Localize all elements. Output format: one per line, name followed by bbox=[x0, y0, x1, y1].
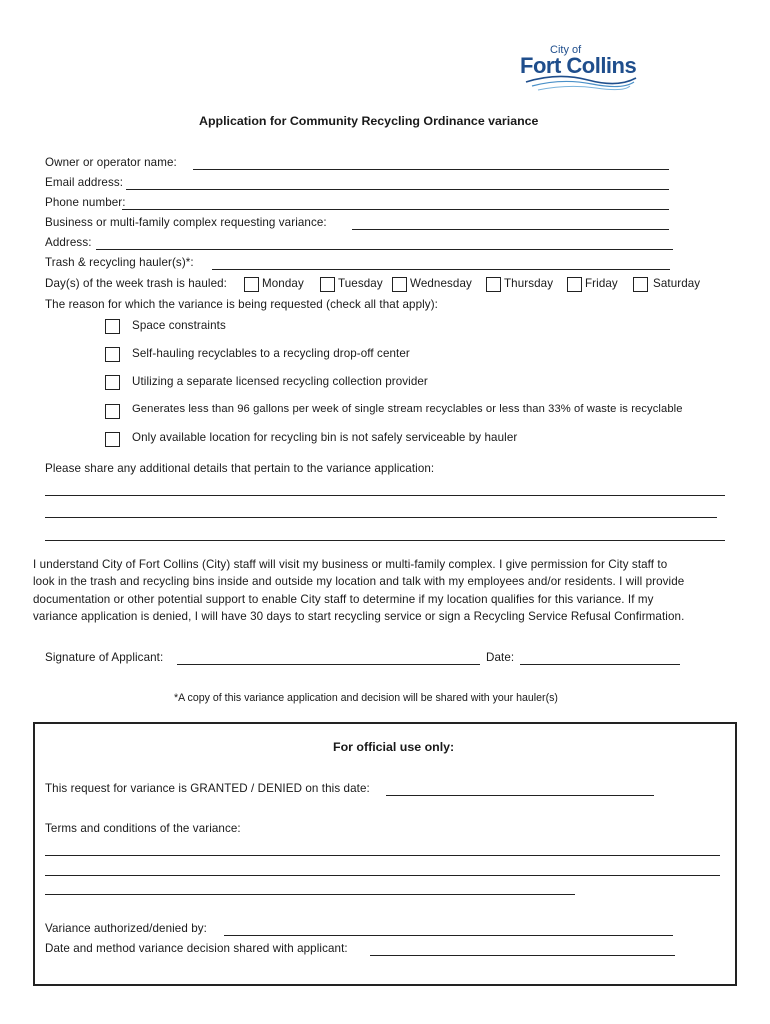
date-label: Date: bbox=[486, 651, 515, 664]
terms-line-3[interactable] bbox=[45, 894, 575, 895]
statement-line-1: I understand City of Fort Collins (City) staff will visit my business or multi-family complex. I give permission for City staff to bbox=[33, 558, 668, 571]
address-label: Address: bbox=[45, 236, 92, 249]
terms-label: Terms and conditions of the variance: bbox=[45, 822, 241, 835]
wednesday-checkbox[interactable] bbox=[392, 277, 407, 292]
terms-line-1[interactable] bbox=[45, 855, 720, 856]
thursday-checkbox[interactable] bbox=[486, 277, 501, 292]
email-label: Email address: bbox=[45, 176, 124, 189]
reason-label-space: Space constraints bbox=[132, 319, 226, 332]
saturday-label: Saturday bbox=[653, 277, 701, 290]
saturday-checkbox[interactable] bbox=[633, 277, 648, 292]
reason-checkbox-self-hauling[interactable] bbox=[105, 347, 120, 362]
monday-label: Monday bbox=[262, 277, 304, 290]
reason-label: The reason for which the variance is being requested (check all that apply): bbox=[45, 298, 438, 311]
logo-name-text: Fort Collins bbox=[520, 53, 637, 78]
city-logo bbox=[518, 42, 640, 96]
logo-wave-icon bbox=[518, 42, 640, 96]
reason-checkbox-space[interactable] bbox=[105, 319, 120, 334]
wednesday-label: Wednesday bbox=[410, 277, 472, 290]
signature-field[interactable] bbox=[177, 664, 480, 665]
logo-city-text: City of bbox=[550, 44, 582, 56]
form-title: Application for Community Recycling Ordinance variance bbox=[199, 114, 539, 128]
thursday-label: Thursday bbox=[504, 277, 554, 290]
reason-label-location: Only available location for recycling bin is not safely serviceable by hauler bbox=[132, 431, 518, 444]
signature-label: Signature of Applicant: bbox=[45, 651, 164, 664]
statement-line-4: variance application is denied, I will have 30 days to start recycling service or sign a Recycling Service Refusal Confirmation. bbox=[33, 610, 685, 623]
terms-line-2[interactable] bbox=[45, 875, 720, 876]
email-field[interactable] bbox=[126, 189, 669, 190]
monday-checkbox[interactable] bbox=[244, 277, 259, 292]
tuesday-label: Tuesday bbox=[338, 277, 383, 290]
reason-label-separate-provider: Utilizing a separate licensed recycling collection provider bbox=[132, 375, 428, 388]
reason-label-low-volume: Generates less than 96 gallons per week of single stream recyclables or less than 33% of waste is recyclable bbox=[132, 403, 683, 415]
reason-label-self-hauling: Self-hauling recyclables to a recycling drop-off center bbox=[132, 347, 410, 360]
authorized-field[interactable] bbox=[224, 935, 673, 936]
reason-checkbox-low-volume[interactable] bbox=[105, 404, 120, 419]
friday-label: Friday bbox=[585, 277, 618, 290]
details-line-3[interactable] bbox=[45, 540, 725, 541]
reason-checkbox-separate-provider[interactable] bbox=[105, 375, 120, 390]
details-label: Please share any additional details that pertain to the variance application: bbox=[45, 462, 435, 475]
granted-label: This request for variance is GRANTED / DENIED on this date: bbox=[45, 782, 370, 795]
granted-date-field[interactable] bbox=[386, 795, 654, 796]
friday-checkbox[interactable] bbox=[567, 277, 582, 292]
owner-label: Owner or operator name: bbox=[45, 156, 177, 169]
address-field[interactable] bbox=[96, 249, 673, 250]
shared-label: Date and method variance decision shared with applicant: bbox=[45, 942, 348, 955]
reason-checkbox-location[interactable] bbox=[105, 432, 120, 447]
hauler-field[interactable] bbox=[212, 269, 670, 270]
official-title: For official use only: bbox=[333, 740, 455, 754]
days-label: Day(s) of the week trash is hauled: bbox=[45, 277, 227, 290]
business-label: Business or multi-family complex requesting variance: bbox=[45, 216, 327, 229]
authorized-label: Variance authorized/denied by: bbox=[45, 922, 207, 935]
hauler-note: *A copy of this variance application and decision will be shared with your hauler(s) bbox=[174, 692, 558, 704]
tuesday-checkbox[interactable] bbox=[320, 277, 335, 292]
owner-field[interactable] bbox=[193, 169, 669, 170]
statement-line-2: look in the trash and recycling bins inside and outside my location and talk with my employees and/or residents. I will provide bbox=[33, 575, 685, 588]
phone-field[interactable] bbox=[122, 209, 669, 210]
phone-label: Phone number: bbox=[45, 196, 126, 209]
details-line-1[interactable] bbox=[45, 495, 725, 496]
statement-line-3: documentation or other potential support to enable City staff to determine if my location qualifies for this variance. If my bbox=[33, 593, 654, 606]
shared-field[interactable] bbox=[370, 955, 675, 956]
hauler-label: Trash & recycling hauler(s)*: bbox=[45, 256, 194, 269]
business-field[interactable] bbox=[352, 229, 669, 230]
details-line-2[interactable] bbox=[45, 517, 717, 518]
date-field[interactable] bbox=[520, 664, 680, 665]
